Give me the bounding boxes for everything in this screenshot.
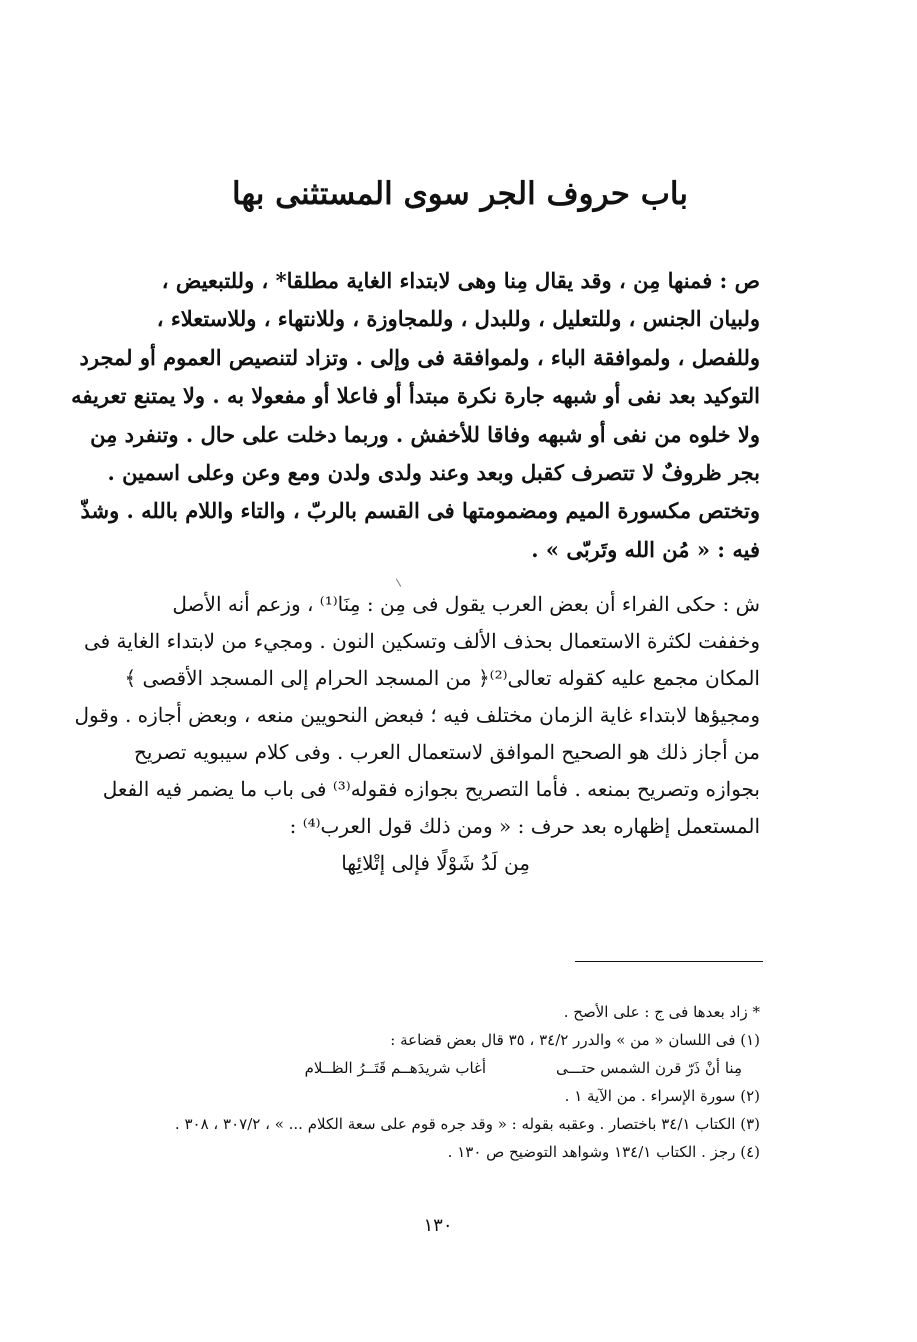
poem-second-half: أغاب شريدَهــم قَتَــرُ الظــلام <box>304 1059 487 1077</box>
footnote-divider <box>575 961 763 962</box>
matn-line: بجر ظروفٌ لا تتصرف كقبل وبعد وعند ولدى ولدن ومع وعن وعلى اسمين . <box>107 459 760 485</box>
sharh-line: ش : حكى الفراء أن بعض العرب يقول فى مِن : مِنَا⁽¹⁾ ، وزعم أنه الأصل <box>172 592 760 616</box>
sharh-line: المكان مجمع عليه كقوله تعالى⁽²⁾﴿ من المسجد الحرام إلى المسجد الأقصى ﴾ <box>124 666 760 690</box>
matn-line: ولبيان الجنس ، وللتعليل ، وللبدل ، وللمجاوزة ، وللانتهاء ، وللاستعلاء ، <box>156 306 760 332</box>
footnote-4: (٤) رجز . الكتاب ١٣٤/١ وشواهد التوضيح ص ١٣٠ . <box>447 1143 760 1161</box>
sharh-line: المستعمل إظهاره بعد حرف : « ومن ذلك قول العرب⁽⁴⁾ : <box>289 814 760 838</box>
verse-line: مِن لَدُ شَوْلًا فإلى إتْلائِها <box>341 851 530 875</box>
footnote-star: * زاد بعدها فى ج : على الأصح . <box>563 1003 760 1021</box>
matn-line: التوكيد بعد نفى أو شبهه جارة نكرة مبتدأ أو فاعلا أو مفعولا به . ولا يمتنع تعريفه <box>71 383 760 409</box>
sharh-line: ومجيؤها لابتداء غاية الزمان مختلف فيه ؛ فبعض النحويين منعه ، وبعض أجازه . وقول <box>74 703 760 727</box>
footnote-1: (١) فى اللسان « من » والدرر ٣٤/٢ ، ٣٥ قال بعض قضاعة : <box>390 1031 760 1049</box>
footnote-2: (٢) سورة الإسراء . من الآية ١ . <box>564 1087 760 1105</box>
sharh-line: بجوازه وتصريح بمنعه . فأما التصريح بجوازه فقوله⁽³⁾ فى باب ما يضمر فيه الفعل <box>102 777 760 801</box>
matn-line: ص : فمنها مِن ، وقد يقال مِنا وهى لابتداء الغاية مطلقا* ، وللتبعيض ، <box>161 268 760 293</box>
footnote-3: (٣) الكتاب ٣٤/١ باختصار . وعقبه بقوله : « وقد جره قوم على سعة الكلام ... » ، ٣٠٧/٢ ، ٣٠٨ . <box>174 1115 760 1133</box>
matn-line: وللفصل ، ولموافقة الباء ، ولموافقة فى وإلى . وتزاد لتنصيص العموم أو لمجرد <box>79 344 760 370</box>
sharh-line: وخففت لكثرة الاستعمال بحذف الألف وتسكين النون . ومجيء من لابتداء الغاية فى <box>83 629 760 653</box>
chapter-title: باب حروف الجر سوى المستثنى بها <box>232 176 688 212</box>
sharh-text <box>74 586 760 882</box>
page-number: ١٣٠ <box>423 1215 453 1236</box>
poem-first-half: مِنا أنْ ذَرّ قرن الشمس حتـــى <box>556 1059 742 1077</box>
sharh-line: من أجاز ذلك هو الصحيح الموافق لاستعمال العرب . وفى كلام سيبويه تصريح <box>134 740 760 764</box>
footnote-poem <box>95 1054 760 1082</box>
matn-line: فيه : « مُن الله وتَربّى » . <box>531 536 760 562</box>
matn-line: وتختص مكسورة الميم ومضمومتها فى القسم بالربّ ، والتاء واللام بالله . وشذّ <box>80 498 760 524</box>
matn-line: ولا خلوه من نفى أو شبهه وفاقا للأخفش . وربما دخلت على حال . وتنفرد مِن <box>90 421 760 447</box>
footnotes <box>95 998 760 1166</box>
matn-text <box>71 262 760 569</box>
